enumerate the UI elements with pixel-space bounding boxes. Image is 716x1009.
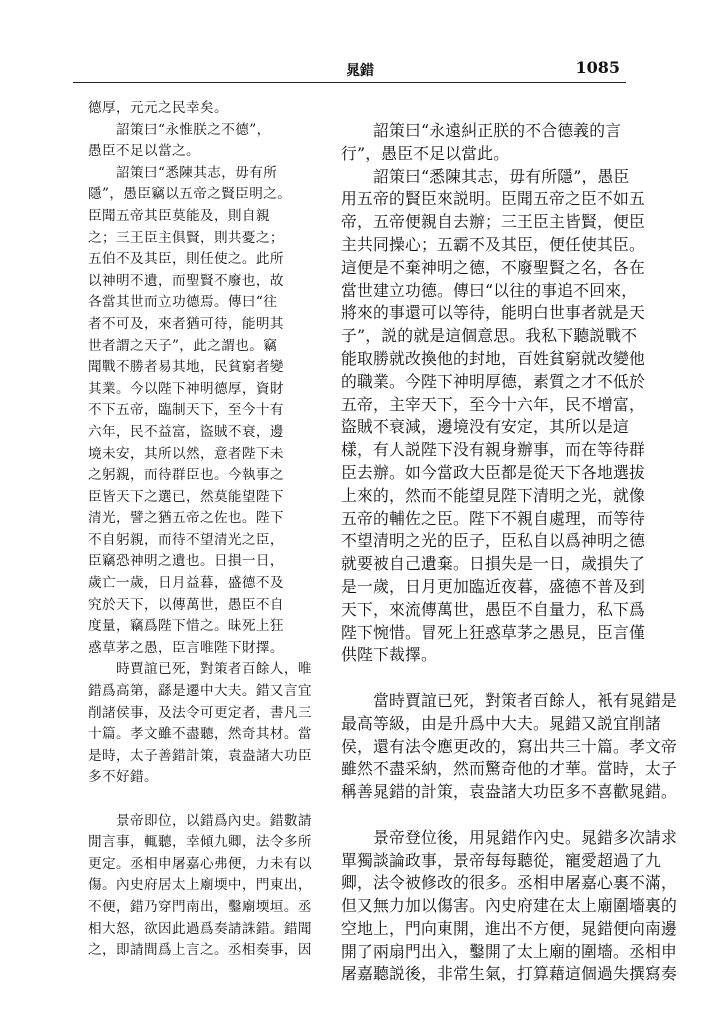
text-line: 臣去辦。如今當政大臣都是從天下各地選拔 (341, 462, 645, 482)
text-line: 卿，法令被修改的很多。丞相申屠嘉心裏不滿， (341, 873, 677, 893)
running-title: 晁錯 (346, 63, 374, 79)
text-line: 臣皆天下之選已，然莫能望陛下 (88, 488, 284, 505)
text-line: 單獨談論政事，景帝每每聽從，寵愛超過了九 (341, 850, 661, 870)
text-line: 不望清明之光的臣子，臣私自以爲神明之德 (341, 531, 645, 551)
text-line: 隱”，愚臣竊以五帝之賢臣明之。 (88, 186, 292, 203)
text-line: 子”，説的就是這個意思。我私下聽説戰不 (341, 326, 638, 346)
text-line: 但又無力加以傷害。內史府建在太上廟圍墻裏的 (341, 896, 677, 916)
text-line: 究於天下，以傳萬世，愚臣不自 (88, 596, 284, 613)
text-line: 陛下惋惜。冒死上狂惑草茅之愚見，臣言僅 (341, 622, 645, 642)
text-line: 上來的，然而不能望見陛下清明之光，就像 (341, 485, 645, 505)
text-line: 惑草茅之愚，臣言唯陛下財擇。 (88, 639, 284, 656)
translation-paragraph (341, 120, 645, 667)
text-line: 行”，愚臣不足以當此。 (341, 143, 510, 163)
text-line: 各當其世而立功德焉。傳曰“往 (88, 294, 278, 311)
translation-paragraph (341, 827, 677, 987)
text-line: 開了兩扇門出入，鑿開了太上廟的圍墻。丞相申 (341, 941, 677, 961)
text-line: 之；三王臣主俱賢，則共憂之； (88, 229, 284, 246)
text-line: 樣，有人説陛下没有親身辦事，而在等待群 (341, 440, 645, 460)
text-line: 五帝的輔佐之臣。陛下不親自處理，而等待 (341, 508, 645, 528)
text-line: 空地上，門向東開，進出不方便，晁錯便向南邊 (341, 918, 677, 938)
text-line: 能取勝就改換他的封地，百姓貧窮就改變他 (341, 348, 645, 368)
text-line: 德厚，元元之民幸矣。 (88, 100, 228, 116)
text-line: 世者謂之天子”，此之謂也。竊 (88, 337, 278, 354)
header-rule (73, 82, 626, 83)
text-line: 詔策曰“悉陳其志，毋有所隱”，愚臣 (341, 166, 630, 186)
text-line: 供陛下裁擇。 (341, 645, 437, 665)
text-line: 傷。內史府居太上廟堧中，門東出， (88, 877, 312, 894)
text-line: 天下，來流傳萬世，愚臣不自量力，私下爲 (341, 599, 645, 619)
text-line: 侯，還有法令應更改的，寫出共三十篇。孝文帝 (341, 736, 677, 756)
translation-column (341, 100, 677, 1009)
text-line: 歲亡一歲，日月益暮，盛德不及 (88, 575, 284, 592)
text-line (88, 789, 310, 811)
text-line: 是一歲，日月更加臨近夜暮，盛德不普及到 (341, 576, 645, 596)
text-line: 五帝，主宰天下，至今十六年，民不增富， (341, 394, 645, 414)
text-line: 當時賈誼已死，對策者百餘人，衹有晁錯是 (341, 690, 677, 710)
text-line: 最高等級，由是升爲中大夫。晁錯又説宜削諸 (341, 713, 661, 733)
text-line: 之，即請間爲上言之。丞相奏事，因 (88, 942, 312, 959)
text-line: 愚臣不足以當之。 (88, 143, 200, 160)
text-line: 稱善晁錯的計策，袁盎諸大功臣多不喜歡晁錯。 (341, 782, 677, 802)
classical-text-column (88, 98, 310, 962)
text-line: 是時，太子善錯計策，袁盎諸大功臣 (88, 747, 312, 764)
text-line: 十篇。孝文雖不盡聽，然奇其材。當 (88, 726, 312, 743)
text-line: 就要被自己遺棄。日損失是一日，歲損失了 (341, 554, 645, 574)
text-line: 者不可及，來者猶可待，能明其 (88, 315, 284, 332)
text-line: 多不好錯。 (88, 769, 158, 786)
text-line: 雖然不盡采納，然而驚奇他的才華。當時，太子 (341, 759, 677, 779)
text-line: 閒言事，輒聽，幸傾九卿，法令多所 (88, 834, 312, 851)
translation-paragraph (341, 690, 677, 804)
text-line: 清光，譬之猶五帝之佐也。陛下 (88, 510, 284, 527)
text-line: 相大怒，欲因此過爲奏請誅錯。錯聞 (88, 920, 312, 937)
text-line: 這便是不棄神明之德，不廢聖賢之名，各在 (341, 257, 645, 277)
text-line: 屠嘉聽説後，非常生氣，打算藉這個過失撰寫奏 (341, 964, 677, 984)
text-line: 詔策曰“永惟朕之不德”， (88, 121, 271, 138)
text-line: 詔策曰“悉陳其志，毋有所 (88, 164, 278, 181)
text-line: 六年，民不益富，盜賊不衰，邊 (88, 423, 284, 440)
text-line: 聞戰不勝者易其地，民貧窮者變 (88, 359, 284, 376)
text-line: 景帝登位後，用晁錯作內史。晁錯多次請求 (341, 827, 677, 847)
text-line: 帝，五帝便親自去辦；三王臣主皆賢，便臣 (341, 212, 645, 232)
text-line: 詔策曰“永遠糾正朕的不合德義的言 (341, 121, 622, 140)
text-line: 之躬親，而待群臣也。今執事之 (88, 467, 284, 484)
text-line: 臣聞五帝其臣莫能及，則自親 (88, 207, 270, 224)
text-line: 其業。今以陛下神明德厚，資財 (88, 380, 284, 397)
text-line: 更定。丞相申屠嘉心弗便，力未有以 (88, 855, 312, 872)
text-line: 不下五帝，臨制天下，至今十有 (88, 402, 284, 419)
page-number: 1085 (575, 58, 620, 77)
text-line: 時賈誼已死，對策者百餘人，唯 (88, 661, 312, 678)
text-line: 不便，錯乃穿門南出，鑿廟堧垣。丞 (88, 898, 312, 915)
text-line: 境未安，其所以然，意者陛下未 (88, 445, 284, 462)
text-line: 五伯不及其臣，則任使之。此所 (88, 251, 284, 268)
text-line: 度量，竊爲陛下惜之。昧死上狂 (88, 618, 284, 635)
text-line: 景帝即位，以錯爲內史。錯數請 (88, 812, 312, 829)
text-line: 將來的事還可以等待，能明白世事者就是天 (341, 303, 645, 323)
text-line: 臣竊恐神明之遺也。日損一日， (88, 553, 284, 570)
text-line: 的職業。今陛下神明厚德，素質之才不低於 (341, 371, 645, 391)
text-line: 當世建立功德。傳曰“以往的事追不回來， (341, 280, 638, 300)
text-line: 用五帝的賢臣來説明。臣聞五帝之臣不如五 (341, 189, 645, 209)
text-line: 以神明不遺，而聖賢不廢也，故 (88, 272, 284, 289)
text-line: 不自躬親，而待不望清光之臣， (88, 531, 284, 548)
text-line: 削諸侯事，及法令可更定者，書凡三 (88, 704, 312, 721)
text-line: 錯爲高第，繇是遷中大夫。錯又言宜 (88, 683, 312, 700)
text-line: 主共同操心；五霸不及其臣，便任使其臣。 (341, 234, 645, 254)
text-line: 盜賊不衰減，邊境没有安定，其所以是這 (341, 417, 629, 437)
